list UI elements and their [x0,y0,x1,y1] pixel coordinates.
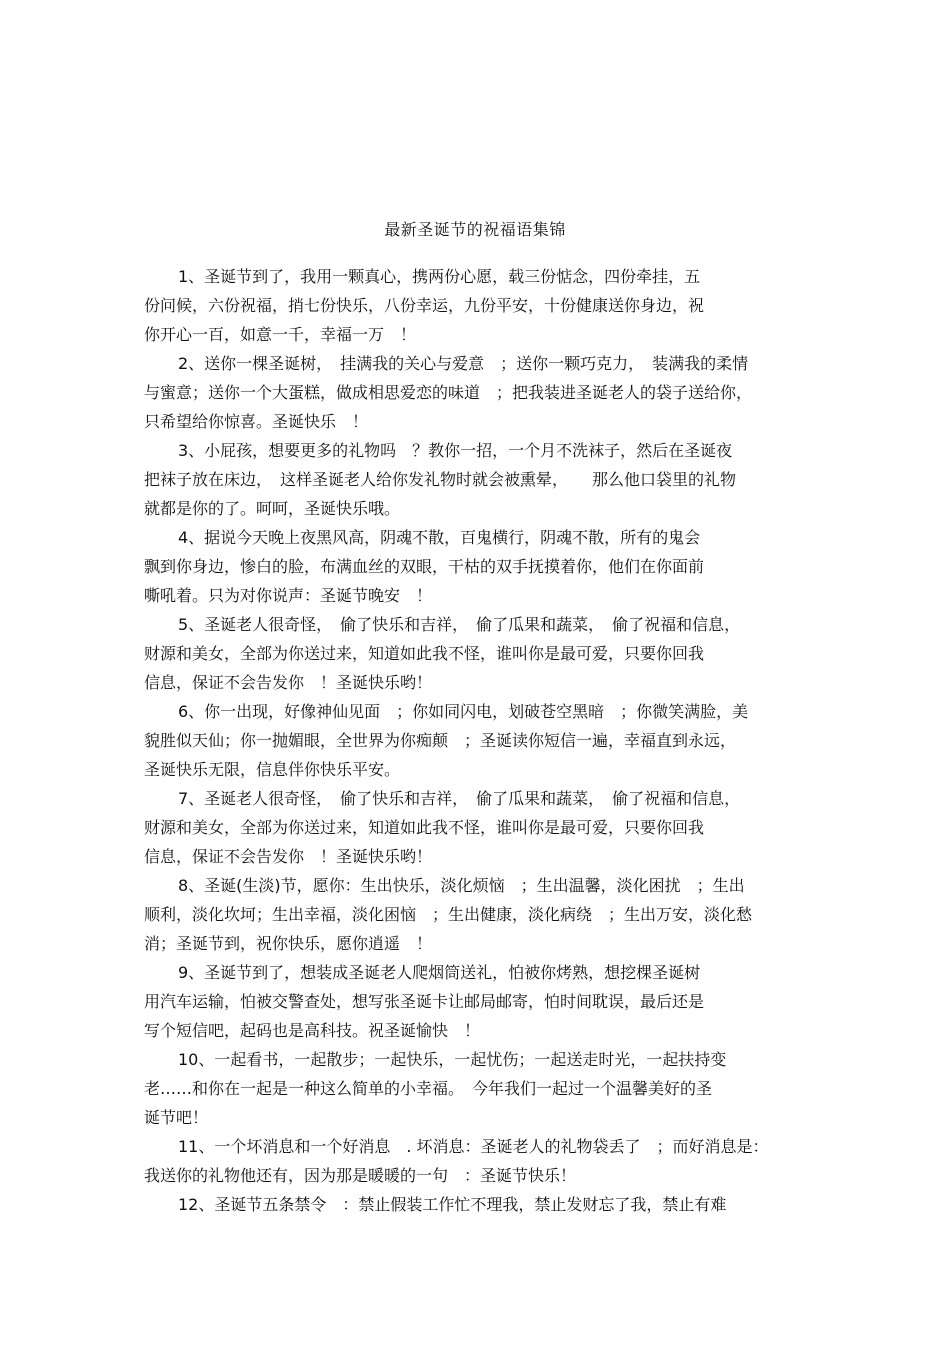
paragraph-first-line: 12、圣诞节五条禁令 ：禁止假装工作忙不理我，禁止发财忘了我，禁止有难 [178,1195,727,1214]
paragraph-line: 嘶吼着。只为对你说声：圣诞节晚安 ！ [144,586,433,605]
paragraph-line: 与蜜意；送你一个大蛋糕，做成相思爱恋的味道 ；把我装进圣诞老人的袋子送给你， [144,383,753,402]
paragraph-first-line: 8、圣诞(生淡)节，愿你：生出快乐，淡化烦恼 ；生出温馨，淡化困扰 ；生出 [178,876,745,895]
paragraph-line: 份问候，六份祝福，捎七份快乐，八份幸运，九份平安，十份健康送你身边，祝 [144,296,705,315]
paragraph-line: 老……和你在一起是一种这么简单的小幸福。 今年我们一起过一个温馨美好的圣 [144,1079,713,1098]
paragraph-line: 只希望给你惊喜。圣诞快乐 ！ [144,412,369,431]
document-title: 最新圣诞节的祝福语集锦 [384,220,566,239]
paragraph-first-line: 7、圣诞老人很奇怪， 偷了快乐和吉祥， 偷了瓜果和蔬菜， 偷了祝福和信息， [178,789,741,808]
paragraph-line: 飘到你身边，惨白的脸，布满血丝的双眼，干枯的双手抚摸着你，他们在你面前 [144,557,705,576]
paragraph-first-line: 5、圣诞老人很奇怪， 偷了快乐和吉祥， 偷了瓜果和蔬菜， 偷了祝福和信息， [178,615,741,634]
paragraph-line: 消；圣诞节到，祝你快乐，愿你逍遥 ！ [144,934,433,953]
paragraph-line: 诞节吧！ [144,1108,209,1127]
paragraph-line: 财源和美女，全部为你送过来，知道如此我不怪，谁叫你是最可爱，只要你回我 [144,818,705,837]
paragraph-line: 信息，保证不会告发你 ！圣诞快乐哟！ [144,847,433,866]
paragraph-first-line: 2、送你一棵圣诞树， 挂满我的关心与爱意 ；送你一颗巧克力， 装满我的柔情 [178,354,749,373]
paragraph-line: 就都是你的了。呵呵，圣诞快乐哦。 [144,499,401,518]
paragraph-line: 顺利，淡化坎坷；生出幸福，淡化困恼 ；生出健康，淡化病绕 ；生出万安，淡化愁 [144,905,753,924]
paragraph-first-line: 9、圣诞节到了，想装成圣诞老人爬烟筒送礼，怕被你烤熟，想挖棵圣诞树 [178,963,701,982]
paragraph-line: 貌胜似天仙；你一抛媚眼，全世界为你痴颠 ；圣诞读你短信一遍，幸福直到永远， [144,731,737,750]
paragraph-first-line: 4、据说今天晚上夜黑风高，阴魂不散，百鬼横行，阴魂不散，所有的鬼会 [178,528,701,547]
paragraph-line: 写个短信吧，起码也是高科技。祝圣诞愉快 ！ [144,1021,481,1040]
paragraph-line: 信息，保证不会告发你 ！圣诞快乐哟！ [144,673,433,692]
paragraph-first-line: 6、你一出现，好像神仙见面 ；你如同闪电，划破苍空黑暗 ；你微笑满脸，美 [178,702,749,721]
paragraph-first-line: 10、一起看书，一起散步；一起快乐，一起忧伤；一起送走时光，一起扶持变 [178,1050,727,1069]
paragraph-line: 你开心一百，如意一千，幸福一万 ！ [144,325,417,344]
paragraph-line: 财源和美女，全部为你送过来，知道如此我不怪，谁叫你是最可爱，只要你回我 [144,644,705,663]
paragraph-first-line: 1、圣诞节到了，我用一颗真心，携两份心愿，载三份惦念，四份牵挂，五 [178,267,701,286]
paragraph-line: 圣诞快乐无限，信息伴你快乐平安。 [144,760,401,779]
paragraph-first-line: 3、小屁孩，想要更多的礼物吗 ？教你一招，一个月不洗袜子，然后在圣诞夜 [178,441,733,460]
paragraph-line: 用汽车运输，怕被交警查处，想写张圣诞卡让邮局邮寄，怕时间耽误，最后还是 [144,992,705,1011]
paragraph-line: 把袜子放在床边， 这样圣诞老人给你发礼物时就会被熏晕， 那么他口袋里的礼物 [144,470,737,489]
paragraph-line: 我送你的礼物他还有，因为那是暖暖的一句 ：圣诞节快乐！ [144,1166,577,1185]
paragraph-first-line: 11、一个坏消息和一个好消息 . 坏消息：圣诞老人的礼物袋丢了 ；而好消息是： [178,1137,769,1156]
